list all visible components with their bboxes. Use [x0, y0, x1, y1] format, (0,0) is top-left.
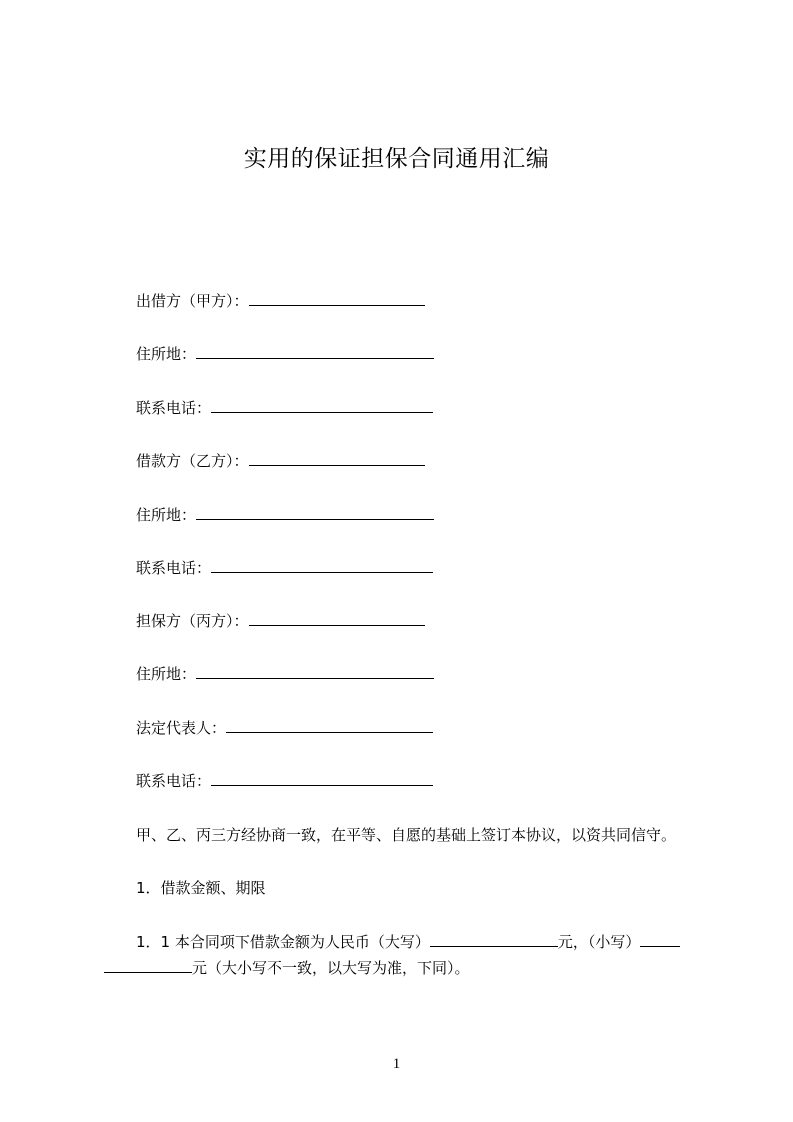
blank-line[interactable]: [249, 611, 425, 626]
field-label: 出借方（甲方）：: [136, 292, 249, 310]
blank-line[interactable]: [226, 718, 433, 733]
field-lender-phone: [136, 398, 433, 418]
blank-line[interactable]: [211, 771, 433, 786]
section-heading: 1．借款金额、期限: [136, 879, 266, 897]
clause-line-1: [136, 932, 680, 952]
clause-text: 元，（小写）: [557, 933, 641, 951]
field-label: 住所地：: [136, 345, 197, 363]
clause-text: 元（大小写不一致，以大写为准，下同）。: [192, 959, 470, 977]
field-legal-representative: [136, 718, 433, 738]
field-borrower-address: [136, 505, 434, 525]
clause-text: 1．1 本合同项下借款金额为人民币（大写）: [136, 933, 430, 951]
field-label: 住所地：: [136, 506, 197, 524]
blank-line[interactable]: [249, 291, 425, 306]
document-title: 实用的保证担保合同通用汇编: [243, 146, 550, 172]
field-guarantor-address: [136, 664, 434, 684]
field-label: 联系电话：: [136, 772, 212, 790]
amount-uppercase-blank[interactable]: [430, 932, 558, 947]
field-label: 担保方（丙方）：: [136, 612, 249, 630]
intro-paragraph: 甲、乙、丙三方经协商一致，在平等、自愿的基础上签订本协议，以资共同信守。: [136, 826, 677, 844]
field-label: 住所地：: [136, 665, 197, 683]
amount-lowercase-blank[interactable]: [640, 932, 680, 947]
field-lender-address: [136, 344, 434, 364]
field-guarantor: [136, 611, 425, 631]
field-label: 借款方（乙方）：: [136, 452, 249, 470]
page-number: 1: [392, 1056, 401, 1072]
amount-lowercase-blank-cont[interactable]: [104, 958, 192, 973]
clause-line-2: [104, 958, 470, 978]
blank-line[interactable]: [211, 558, 433, 573]
field-lender: [136, 291, 425, 311]
blank-line[interactable]: [196, 344, 434, 359]
field-label: 联系电话：: [136, 399, 212, 417]
field-label: 法定代表人：: [136, 719, 227, 737]
field-label: 联系电话：: [136, 559, 212, 577]
blank-line[interactable]: [196, 664, 434, 679]
blank-line[interactable]: [211, 398, 433, 413]
blank-line[interactable]: [196, 505, 434, 520]
field-guarantor-phone: [136, 771, 433, 791]
blank-line[interactable]: [249, 451, 425, 466]
field-borrower: [136, 451, 425, 471]
field-borrower-phone: [136, 558, 433, 578]
